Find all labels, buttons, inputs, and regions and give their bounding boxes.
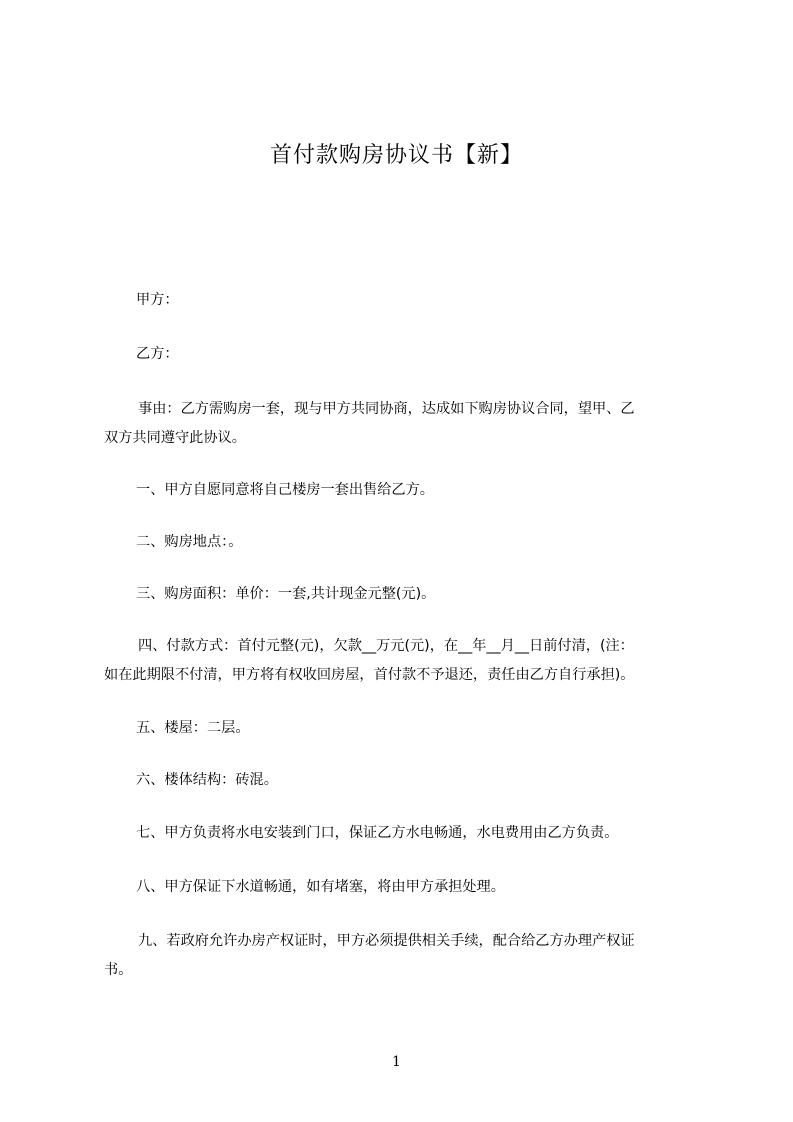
clause-4-line-1: 四、付款方式：首付元整(元)，欠款__万元(元)，在__年__月__日前付清，(注： bbox=[138, 638, 634, 654]
clause-8-text: 八、甲方保证下水道畅通，如有堵塞，将由甲方承担处理。 bbox=[136, 879, 505, 895]
clause-6-text: 六、楼体结构：砖混。 bbox=[136, 772, 278, 788]
clause-4 bbox=[104, 632, 700, 690]
clause-1 bbox=[104, 476, 700, 505]
clause-6 bbox=[104, 766, 700, 795]
clause-3-text: 三、购房面积：单价：一套,共计现金元整(元)。 bbox=[136, 586, 436, 602]
clause-9 bbox=[104, 927, 700, 985]
clause-2 bbox=[104, 528, 700, 557]
clause-1-text: 一、甲方自愿同意将自己楼房一套出售给乙方。 bbox=[136, 482, 434, 498]
clause-7-text: 七、甲方负责将水电安装到门口，保证乙方水电畅通，水电费用由乙方负责。 bbox=[136, 825, 619, 841]
clause-8 bbox=[104, 873, 700, 902]
clause-7 bbox=[104, 819, 700, 848]
clause-9-line-2: 书。 bbox=[104, 962, 133, 978]
reason-line-2: 双方共同遵守此协议。 bbox=[104, 430, 246, 446]
party-a bbox=[104, 286, 700, 315]
clause-4-line-2: 如在此期限不付清，甲方将有权收回房屋，首付款不予退还，责任由乙方自行承担)。 bbox=[104, 667, 635, 683]
clause-9-line-1: 九、若政府允许办房产权证时，甲方必须提供相关手续，配合给乙方办理产权证 bbox=[138, 933, 635, 949]
reason-line-1: 事由：乙方需购房一套，现与甲方共同协商，达成如下购房协议合同，望甲、乙 bbox=[138, 401, 635, 417]
clause-2-text: 二、购房地点：。 bbox=[136, 534, 243, 550]
clause-5-text: 五、楼屋：二层。 bbox=[136, 720, 250, 736]
page-number: 1 bbox=[392, 1054, 401, 1070]
reason-paragraph bbox=[104, 395, 700, 453]
party-b bbox=[104, 340, 700, 369]
document-title: 首付款购房协议书【新】 bbox=[269, 143, 523, 168]
party-a-label: 甲方： bbox=[136, 292, 179, 308]
clause-3 bbox=[104, 580, 700, 609]
clause-5 bbox=[104, 714, 700, 743]
party-b-label: 乙方： bbox=[136, 346, 179, 362]
